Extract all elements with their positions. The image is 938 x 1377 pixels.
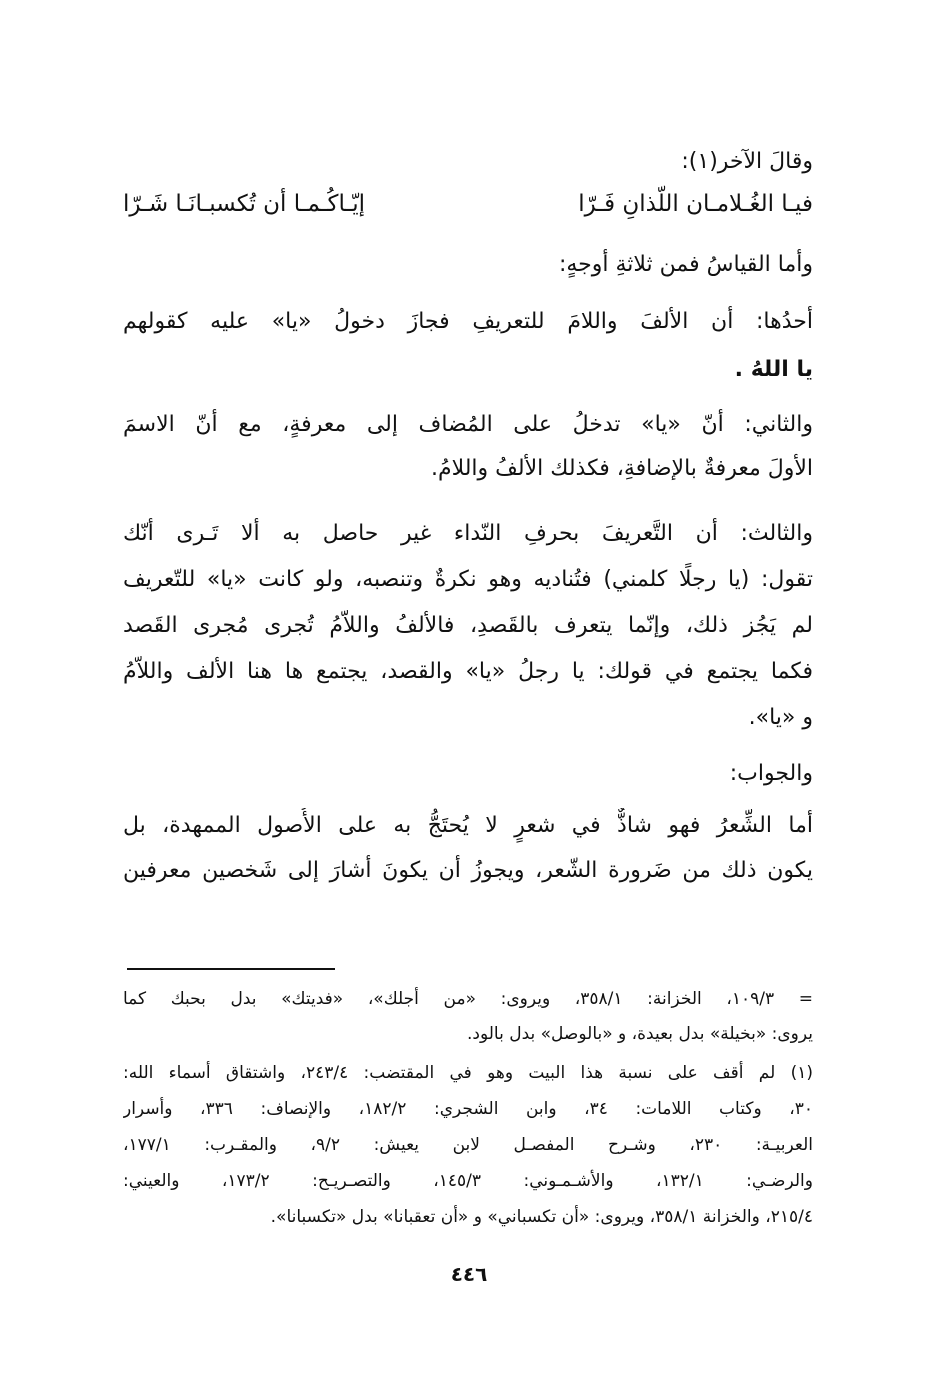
paragraph-line: أما الشِّعرُ فهو شاذٌّ في شعرٍ لا يُحتَجُّ به على الأُصول الممهدة، بل xyxy=(123,813,813,838)
footnote-line: العربيـة: ٢٣٠، وشـرح المفصـل لابن يعيش: ٩/٢، والمقـرب: ١٧٧/١، xyxy=(123,1135,813,1155)
paragraph-line: والثاني: أنّ «يا» تدخلُ على المُضاف إلى معرفةٍ، مع أنّ الاسمَ xyxy=(123,412,813,437)
paragraph-line: لم يَجُز ذلك، وإنّما يتعرف بالقَصدِ، فالألفُ واللاّمُ تُجرى مُجرى القَصد xyxy=(123,613,813,638)
paragraph-line: وأما القياسُ فمن ثلاثةِ أوجهٍ: xyxy=(558,252,813,277)
paragraph-line: الأولَ معرفةٌ بالإضافةِ، فكذلك الألفُ واللامُ. xyxy=(430,456,813,481)
paragraph-line: فكما يجتمع في قولك: يا رجلُ «يا» والقصد، يجتمع ها هنا الألف واللاّمُ xyxy=(123,659,813,684)
paragraph-line: والثالث: أن التَّعريفَ بحرفِ النّداء غير حاصل به ألا تَـرى أنّك xyxy=(123,521,813,546)
paragraph-line: أحدُها: أن الألفَ واللامَ للتعريفِ فجازَ دخولُ «يا» عليه كقولهم xyxy=(123,309,813,334)
footnote-line: ٢١٥/٤، والخزانة ٣٥٨/١، ويروى: «أن تكسباني» و «أن تعقبانا» بدل «تكسبانا». xyxy=(270,1207,813,1227)
paragraph-line: والجواب: xyxy=(729,761,813,786)
footnote-line: ٣٠، وكتاب اللامات: ٣٤، وابن الشجري: ١٨٢/٢، والإنصاف: ٣٣٦، وأسرار xyxy=(123,1099,813,1119)
verse-second-hemistich: إيّـاكُـمـا أن تُكسبـانَـا شَـرّا xyxy=(123,191,366,217)
verse-first-hemistich: فيـا الغُـلامـان اللّذانِ فَـرّا xyxy=(578,191,813,217)
footnote-line: = ١٠٩/٣، الخزانة: ٣٥٨/١، ويروى: «من أجلك»، «فديتك» بدل بحبك كما xyxy=(123,989,813,1009)
paragraph-line: و «يا». xyxy=(748,705,813,730)
footnote-line: (١) لم أقف على نسبة هذا البيت وهو في المقتضب: ٢٤٣/٤، واشتقاق أسماء الله: xyxy=(123,1063,813,1083)
footnote-line: يروى: «بخيلة» بدل بعيدة، و «بالوصل» بدل بالود. xyxy=(467,1024,813,1044)
paragraph-line: تقول: (يا رجلًا كلمني) فتُناديه وهو نكرةٌ وتنصبه، ولو كانت «يا» للتّعريف xyxy=(123,567,813,592)
footnote-separator xyxy=(127,968,335,970)
paragraph-line: يكون ذلك من ضَرورة الشّعر، ويجوزُ أن يكونَ أشارَ إلى شَخصين معرفين xyxy=(123,858,813,883)
page-number: ٤٤٦ xyxy=(450,1262,488,1286)
footnote-line: والرضـي: ١٣٢/١، والأشـمـوني: ١٤٥/٣، والتصـريـح: ١٧٣/٢، والعيني: xyxy=(123,1171,813,1191)
paragraph-line: يا اللهُ . xyxy=(734,357,813,382)
verse-intro: وقالَ الآخر(١): xyxy=(681,149,813,174)
poetic-verse xyxy=(123,186,813,222)
